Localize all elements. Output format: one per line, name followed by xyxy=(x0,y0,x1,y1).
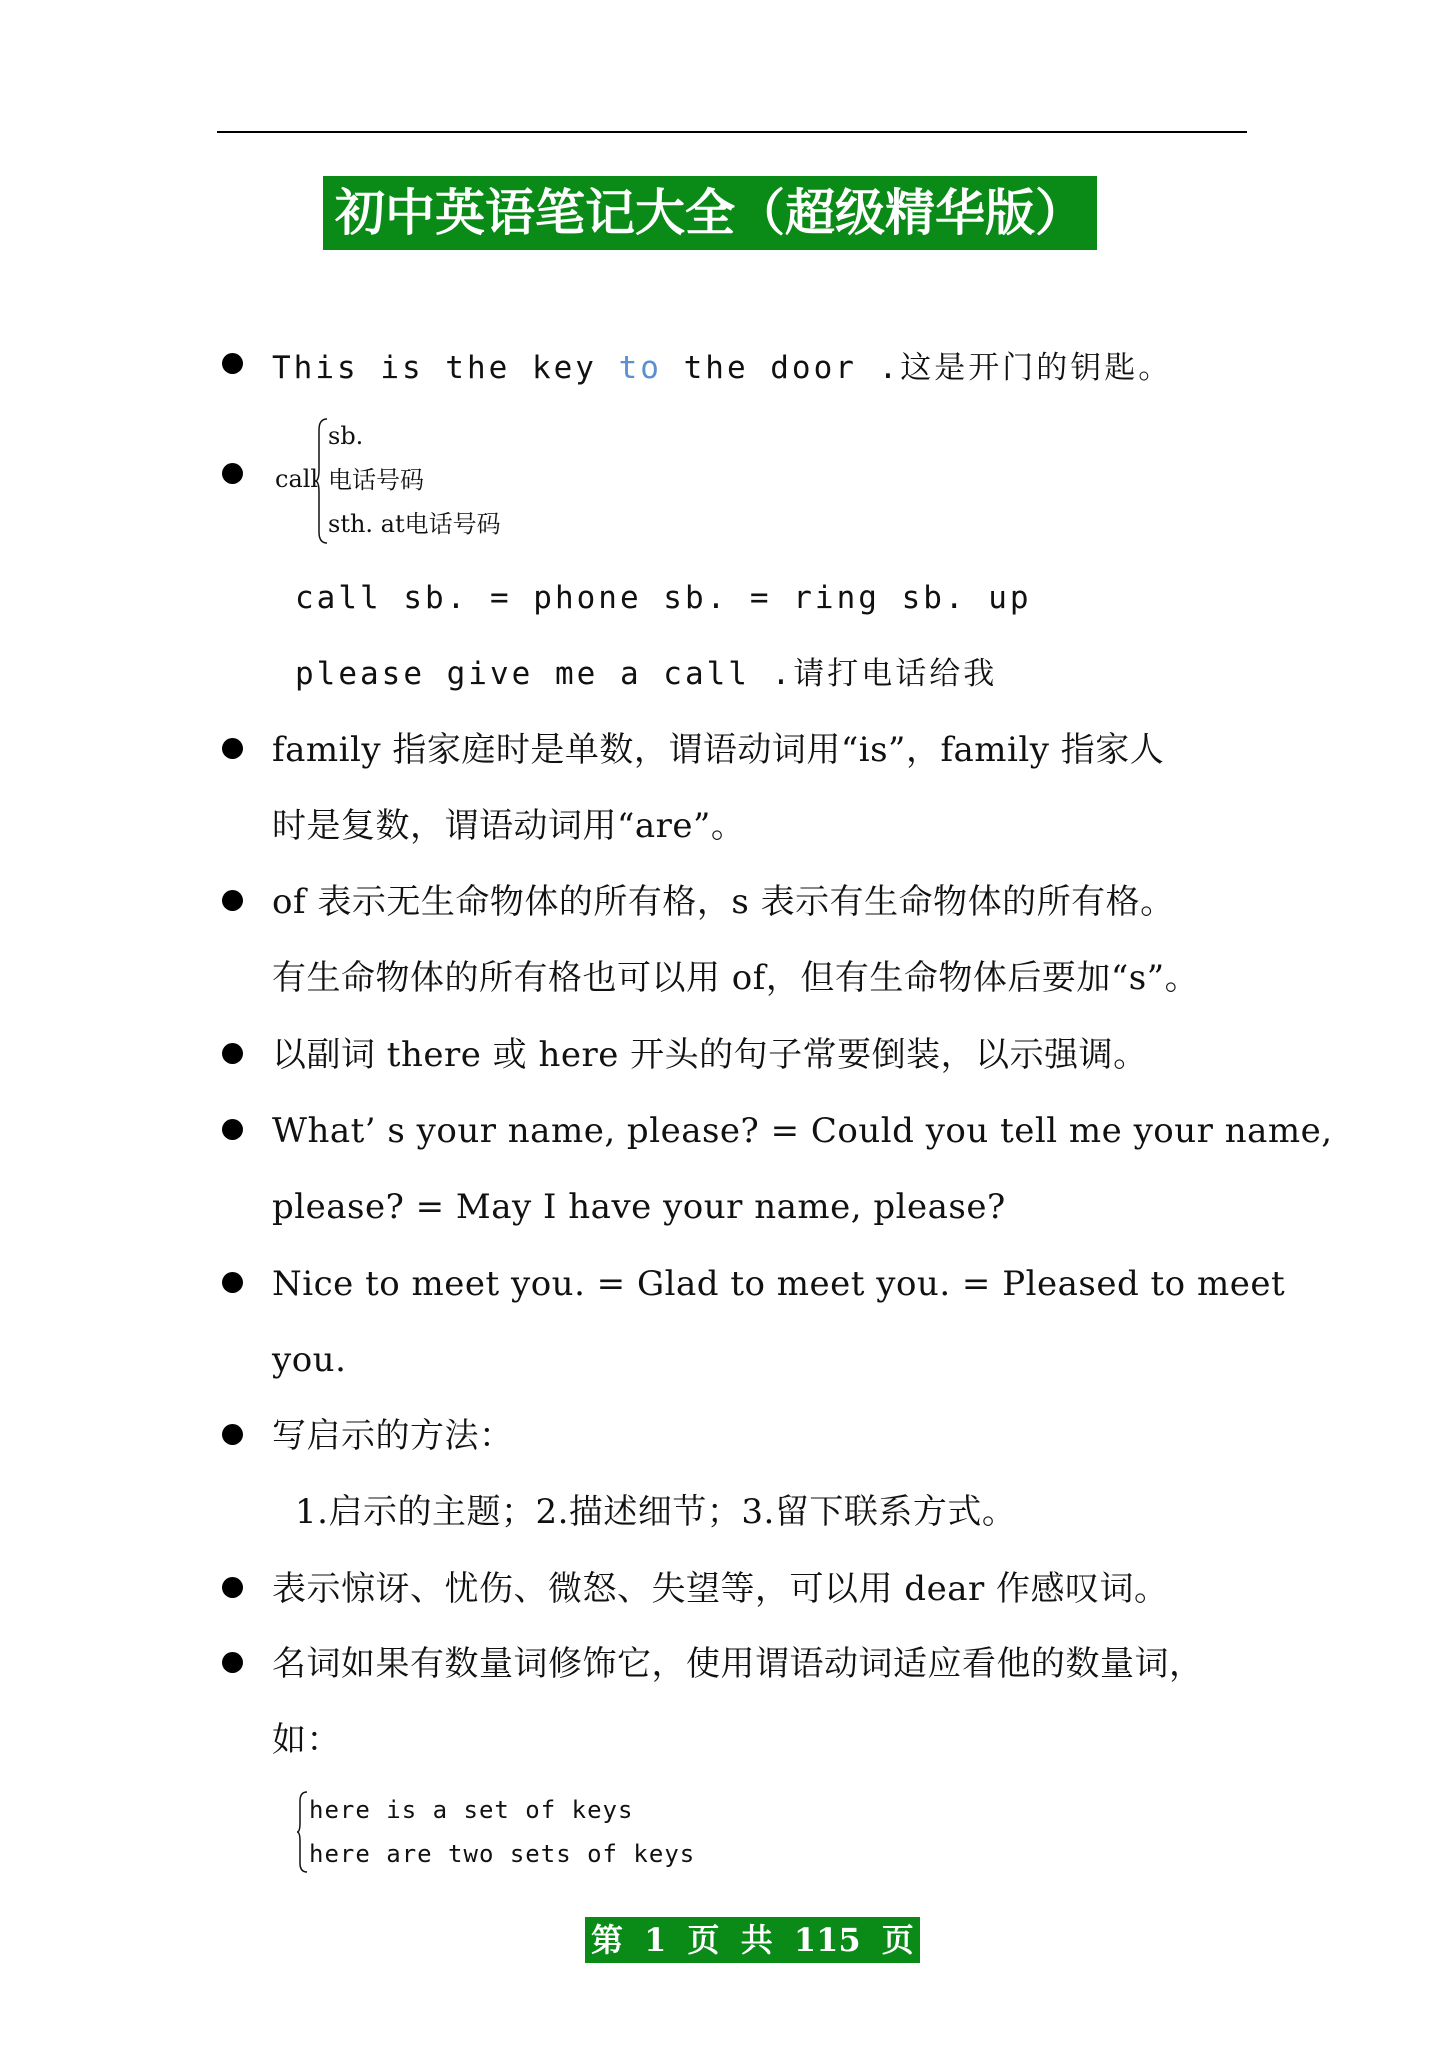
page-number-footer: 第 1 页 共 115 页 xyxy=(585,1917,920,1963)
call-word: call xyxy=(275,465,319,493)
call-options xyxy=(328,414,501,546)
bullet-icon xyxy=(222,1424,243,1445)
bullet-icon xyxy=(222,463,243,484)
keys-example: here are two sets of keys xyxy=(309,1840,696,1868)
bullet-icon xyxy=(222,738,243,759)
header-rule xyxy=(217,131,1247,133)
call-example: please give me a call .请打电话给我 xyxy=(295,656,998,692)
brace-icon xyxy=(314,418,328,544)
noun-note-line1: 名词如果有数量词修饰它，使用谓语动词适应看他的数量词， xyxy=(272,1644,1204,1684)
of-note-line1: of 表示无生命物体的所有格，s 表示有生命物体的所有格。 xyxy=(272,882,1175,922)
inversion-note: 以副词 there 或 here 开头的句子常要倒装，以示强调。 xyxy=(272,1035,1148,1075)
call-option: sb. xyxy=(328,422,364,450)
bullet-icon xyxy=(222,353,243,374)
family-note-line2: 时是复数，谓语动词用“are”。 xyxy=(272,806,746,846)
bullet-icon xyxy=(222,1652,243,1673)
key-sentence-part-a: This is the key xyxy=(272,350,619,386)
keys-examples xyxy=(309,1788,695,1876)
key-sentence xyxy=(272,348,1172,388)
dear-note: 表示惊讶、忧伤、微怒、失望等，可以用 dear 作感叹词。 xyxy=(272,1569,1169,1609)
page-title: 初中英语笔记大全（超级精华版） xyxy=(323,176,1097,250)
notice-note-line1: 写启示的方法： xyxy=(272,1416,514,1456)
name-note-line1: What’ s your name, please? = Could you tell me your name, xyxy=(272,1111,1333,1151)
meet-note-line1: Nice to meet you. = Glad to meet you. = Pleased to meet xyxy=(272,1264,1286,1304)
brace-icon xyxy=(296,1791,308,1873)
call-option: sth. at电话号码 xyxy=(328,510,501,538)
bullet-icon xyxy=(222,1119,243,1140)
key-sentence-part-c: the door .这是开门的钥匙。 xyxy=(661,350,1173,386)
call-option: 电话号码 xyxy=(328,466,424,494)
call-synonyms: call sb. = phone sb. = ring sb. up xyxy=(295,580,1032,616)
notice-note-line2: 1.启示的主题；2.描述细节；3.留下联系方式。 xyxy=(295,1492,1017,1532)
of-note-line2: 有生命物体的所有格也可以用 of，但有生命物体后要加“s”。 xyxy=(272,958,1200,998)
bullet-icon xyxy=(222,1043,243,1064)
bullet-icon xyxy=(222,1577,243,1598)
key-sentence-to: to xyxy=(618,350,662,386)
bullet-icon xyxy=(222,1272,243,1293)
meet-note-line2: you. xyxy=(272,1340,347,1380)
keys-example: here is a set of keys xyxy=(309,1796,634,1824)
bullet-icon xyxy=(222,890,243,911)
family-note-line1: family 指家庭时是单数，谓语动词用“is”，family 指家人 xyxy=(272,730,1165,770)
noun-note-line2: 如： xyxy=(272,1720,341,1760)
name-note-line2: please? = May I have your name, please? xyxy=(272,1187,1006,1227)
